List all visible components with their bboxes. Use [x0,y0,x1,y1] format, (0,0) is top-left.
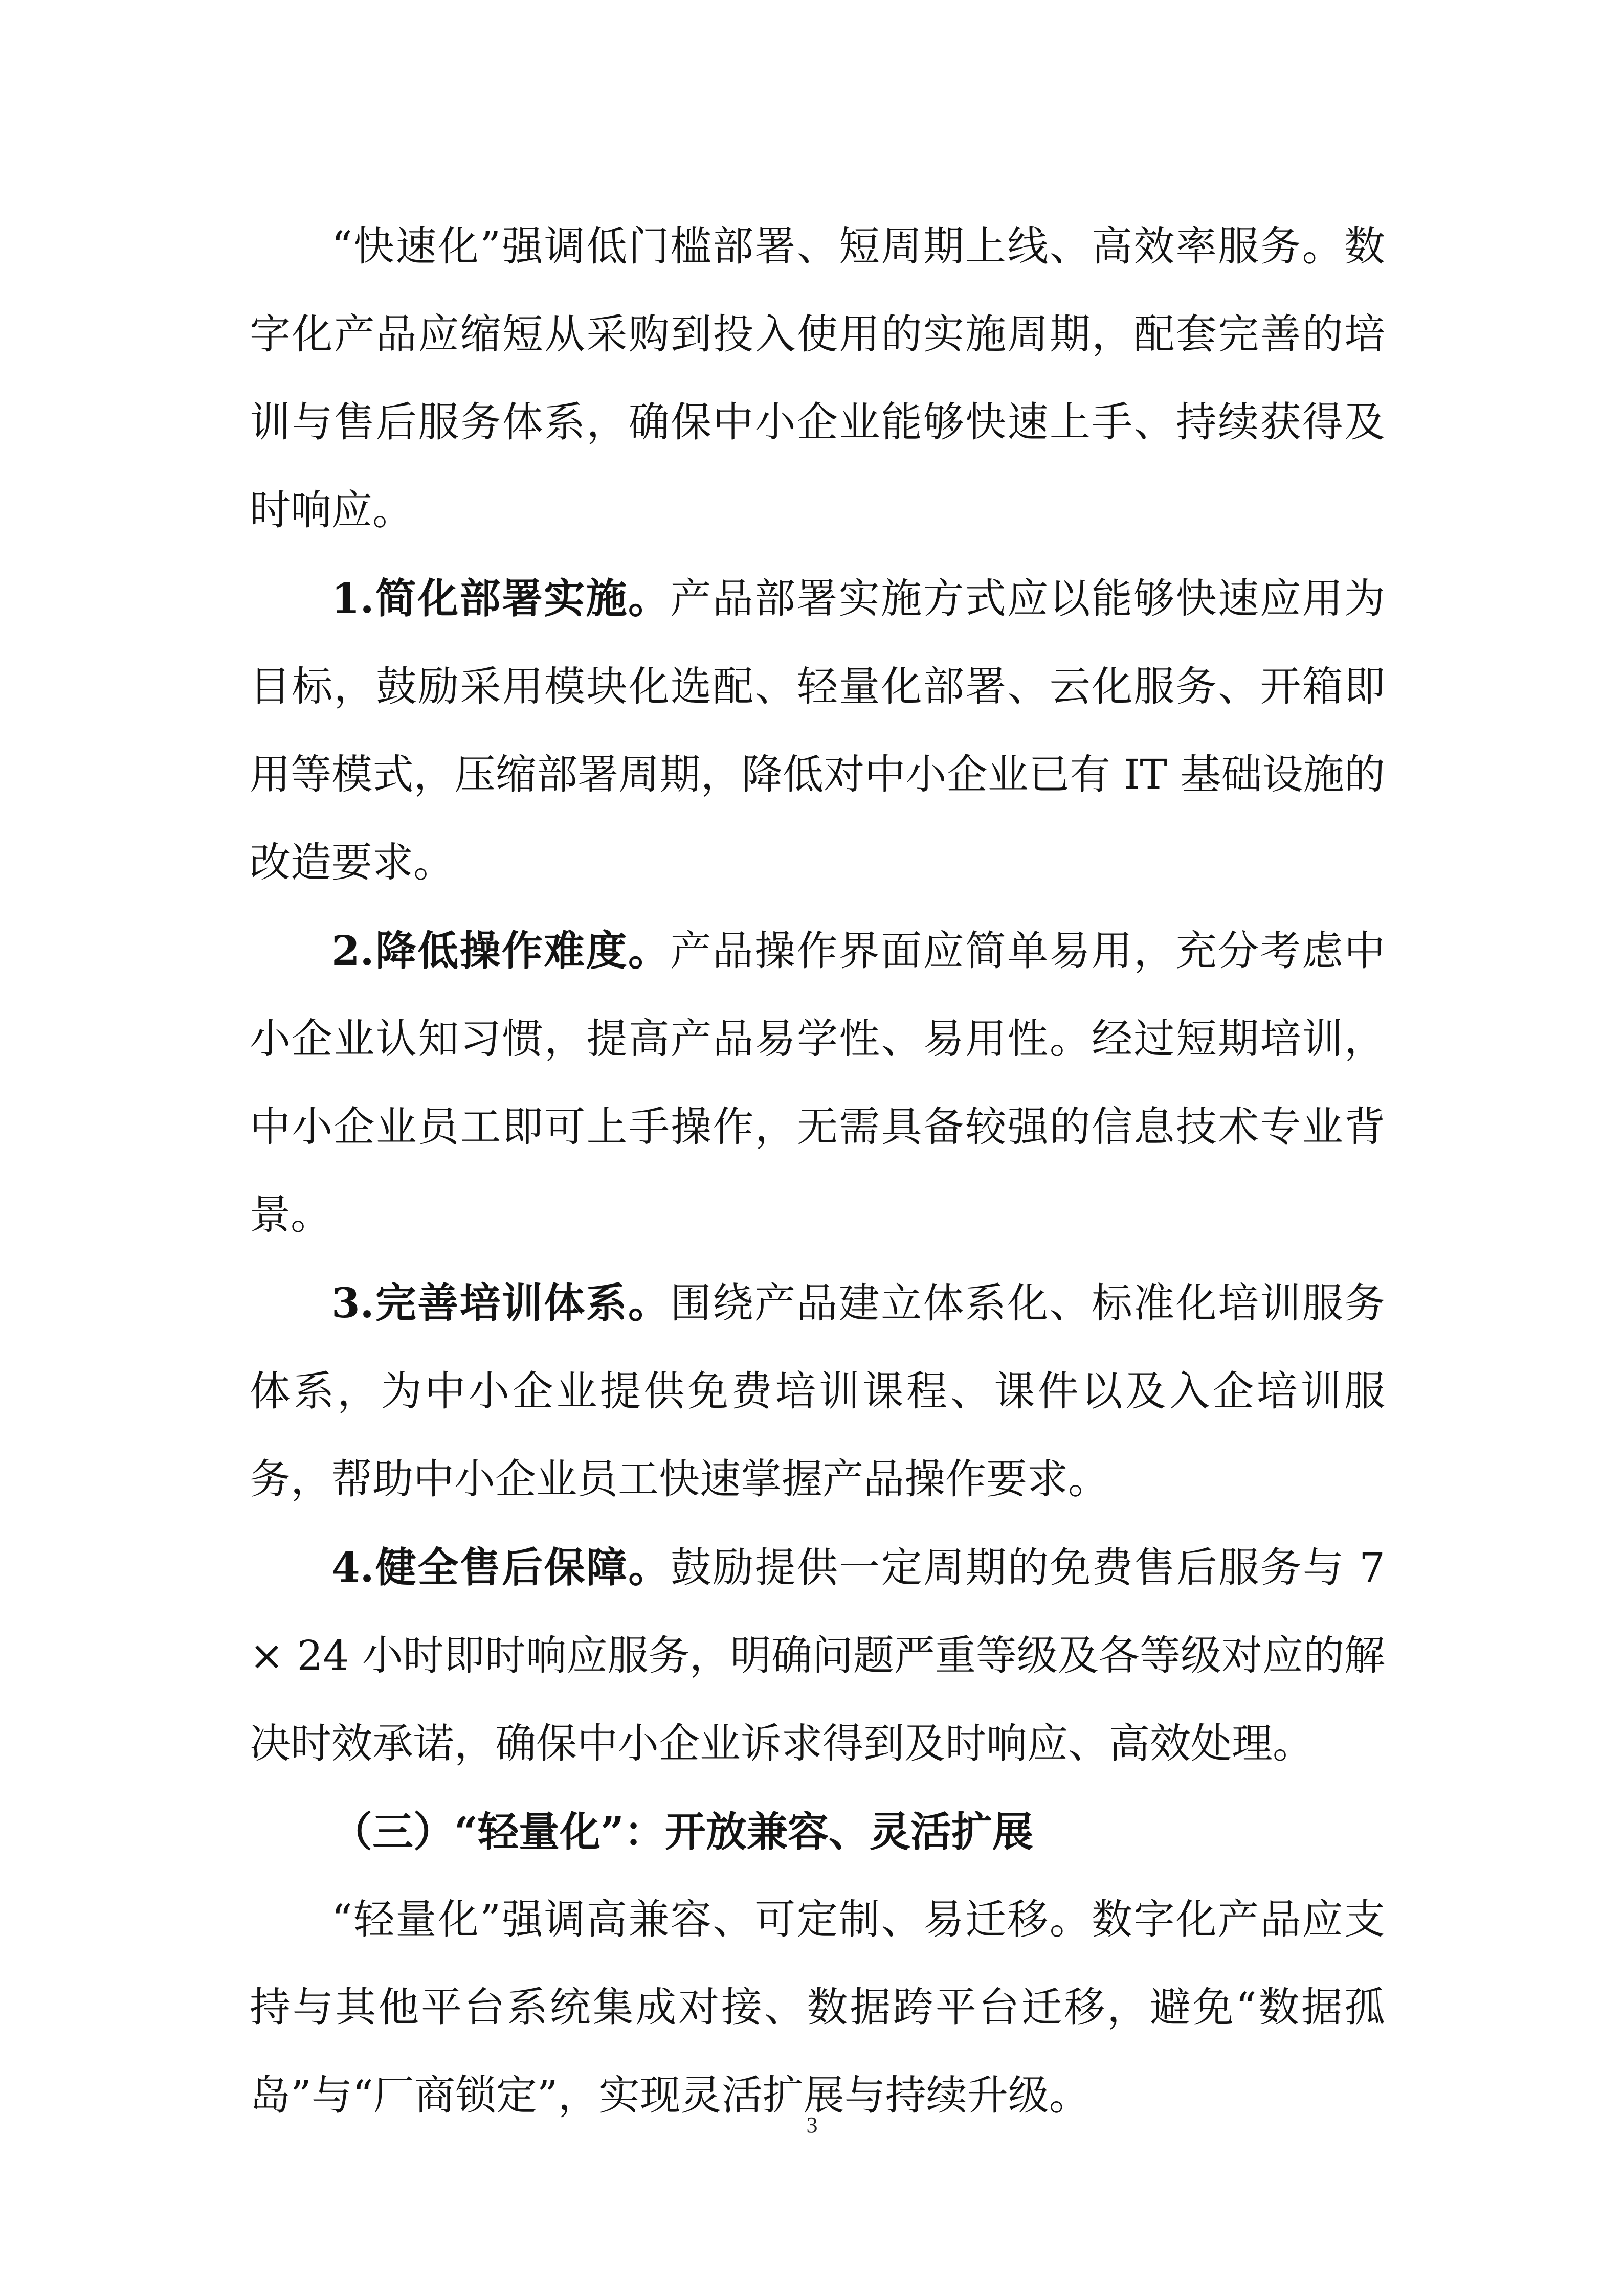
paragraph-text: 产品操作界面应简单易用，充分考虑中小企业认知习惯，提高产品易学性、易用性。经过短期培训，中小企业员工即可上手操作，无需具备较强的信息技术专业背景。 [250,927,1385,1239]
item-training-system [250,1259,1385,1523]
item-simplify-deployment [250,554,1385,907]
item-reduce-difficulty [250,907,1385,1259]
section-heading: （三）“轻量化”：开放兼容、灵活扩展 [331,1808,1034,1856]
item-after-sales [250,1523,1385,1788]
paragraph-text: 围绕产品建立体系化、标准化培训服务体系，为中小企业提供免费培训课程、课件以及入企培训服务，帮助中小企业员工快速掌握产品操作要求。 [250,1279,1385,1503]
document-body [250,202,1385,2140]
paragraph-lead: 3.完善培训体系。 [331,1279,671,1327]
paragraph-lead: 1.简化部署实施。 [331,574,671,622]
intro-paragraph [250,202,1385,554]
paragraph-text: “快速化”强调低门槛部署、短周期上线、高效率服务。数字化产品应缩短从采购到投入使用的实施周期，配套完善的培训与售后服务体系，确保中小企业能够快速上手、持续获得及时响应。 [250,222,1385,534]
page-number: 3 [806,2112,818,2137]
closing-paragraph: “轻量化”强调高兼容、可定制、易迁移。数字化产品应支持与其他平台系统集成对接、数据跨平台迁移，避免“数据孤岛”与“厂商锁定”，实现灵活扩展与持续升级。 [250,1896,1385,2119]
paragraph-lead: 2.降低操作难度。 [331,927,671,975]
paragraph-text: 产品部署实施方式应以能够快速应用为目标，鼓励采用模块化选配、轻量化部署、云化服务、开箱即用等模式，压缩部署周期，降低对中小企业已有 IT 基础设施的改造要求。 [250,575,1385,886]
paragraph-lead: 4.健全售后保障。 [331,1543,671,1591]
paragraph-text: 鼓励提供一定周期的免费售后服务与 7 × 24 小时即时响应服务，明确问题严重等级及各等级对应的解决时效承诺，确保中小企业诉求得到及时响应、高效处理。 [250,1544,1385,1767]
